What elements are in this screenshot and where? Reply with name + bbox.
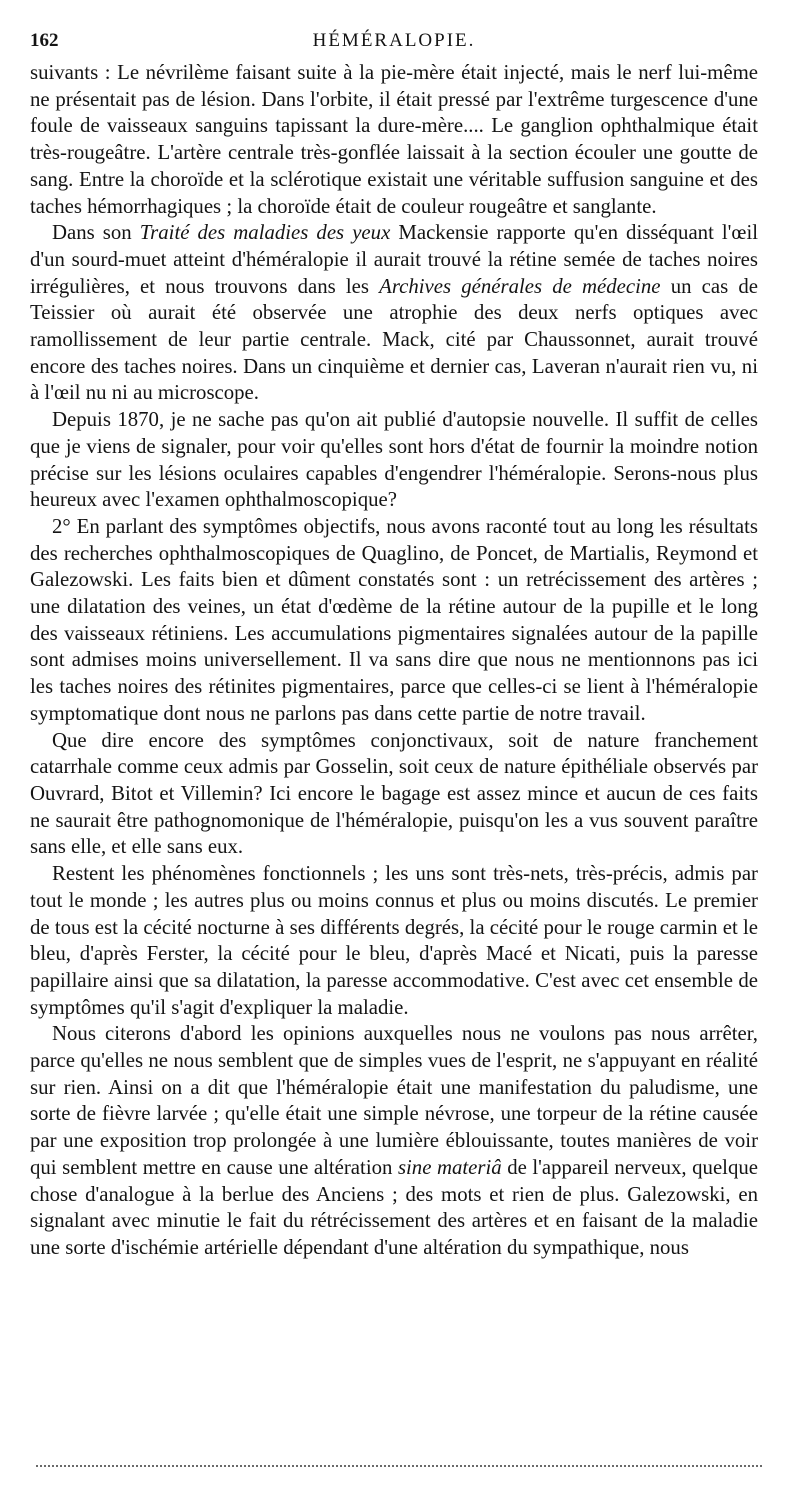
text-run: de l'appareil nerveux, quelque chose d'analogue à la berlue des Anciens ; des mots et rien de plus. Galezowski, en signalant avec minutie le fait du rétrécissement des artères et en faisant de la maladie une sorte d'ischémie artérielle dépendant d'une altération du sympathique, nous [30, 1155, 758, 1259]
page-header [30, 30, 758, 60]
paragraph [30, 220, 758, 407]
paragraph [30, 514, 758, 728]
page-number: 162 [30, 30, 59, 51]
paragraph [30, 1021, 758, 1261]
text-run: Restent les phénomènes fonctionnels ; les uns sont très-nets, très-précis, admis par tout le monde ; les autres plus ou moins connus et plus ou moins discutés. Le premier de tous est la cécité nocturne à ses différents degrés, la cécité pour le rouge carmin et le bleu, d'après Ferster, la cécité pour le bleu, d'après Macé et Nicati, puis la paresse papillaire ainsi que sa dilatation, la paresse accommodative. C'est avec cet ensemble de symptômes qu'il s'agit d'expliquer la maladie. [30, 862, 758, 1019]
italic-title: Traité des maladies des yeux [139, 221, 391, 245]
text-run: Mackensie rapporte qu'en disséquant l'œil d'un sourd-muet atteint d'héméralopie il aurait trouvé la rétine semée de taches noires irrégulières, et nous trouvons dans les [30, 221, 759, 298]
text-run: Depuis 1870, je ne sache pas qu'on ait publié d'autopsie nouvelle. Il suffit de celles que je viens de signaler, pour voir qu'elles sont hors d'état de fournir la moindre notion précise sur les lésions oculaires capables d'engendrer l'héméralopie. Serons-nous plus heureux avec l'examen ophthalmoscopique? [30, 408, 758, 512]
book-page [30, 30, 758, 1262]
text-run: 2° En parlant des symptômes objectifs, nous avons raconté tout au long les résultats des recherches ophthalmoscopiques de Quaglino, de Poncet, de Martialis, Reymond et Galezowski. Les faits bien et dûment constatés sont : un retrécissement des artères ; une dilatation des veines, un état d'œdème de la rétine autour de la pupille et le long des vaisseaux rétiniens. Les accumulations pigmentaires signalées autour de la papille sont admises moins universellement. Il va sans dire que nous ne mentionnons pas ici les taches noires des rétinites pigmentaires, parce que celles-ci se lient à l'héméralopie symptomatique dont nous ne parlons pas dans cette partie de notre travail. [30, 514, 758, 725]
paragraph [30, 861, 758, 1021]
text-run: Que dire encore des symptômes conjonctivaux, soit de nature franchement catarrhale comme ceux admis par Gosselin, soit ceux de nature épithéliale observés par Ouvrard, Bitot et Villemin? Ici encore le bagage est assez mince et aucun de ces faits ne saurait être pathognomonique de l'héméralopie, puisqu'on les a vus souvent paraître sans elle, et elle sans eux. [30, 728, 758, 859]
text-run: Dans son [52, 221, 140, 245]
body-text [30, 60, 758, 1262]
footer-dotted-rule [36, 1465, 762, 1467]
paragraph [30, 728, 758, 862]
text-run: Nous citerons d'abord les opinions auxquelles nous ne voulons pas nous arrêter, parce qu'elles ne nous semblent que de simples vues de l'esprit, ne s'appuyant en réalité sur rien. Ainsi on a dit que l'héméralopie était une manifestation du paludisme, une sorte de fièvre larvée ; qu'elle était une simple névrose, une torpeur de la rétine causée par une exposition trop prolongée à une lumière éblouissante, toutes manières de voir qui semblent mettre en cause une altération [30, 1022, 758, 1179]
italic-title: Archives générales de médecine [379, 274, 661, 298]
running-title: HÉMÉRALOPIE. [312, 30, 476, 51]
paragraph [30, 60, 758, 220]
paragraph [30, 407, 758, 514]
text-run: suivants : Le névrilème faisant suite à la pie-mère était injecté, mais le nerf lui-même ne présentait pas de lésion. Dans l'orbite, il était pressé par l'extrême turgescence d'une foule de vaisseaux sanguins tapissant la dure-mère.... Le ganglion ophthalmique était très-rougeâtre. L'artère centrale très-gonflée laissait à la section écouler une goutte de sang. Entre la choroïde et la sclérotique existait une véritable suffusion sanguine et des taches hémorrhagiques ; la choroïde était de couleur rougeâtre et sanglante. [30, 61, 758, 218]
italic-title: sine materiâ [397, 1155, 502, 1179]
text-run: un cas de Teissier où aurait été observée une atrophie des deux nerfs optiques avec ramollissement de leur partie centrale. Mack, cité par Chaussonnet, aurait trouvé encore des taches noires. Dans un cinquième et dernier cas, Laveran n'aurait rien vu, ni à l'œil nu ni au microscope. [30, 274, 758, 405]
